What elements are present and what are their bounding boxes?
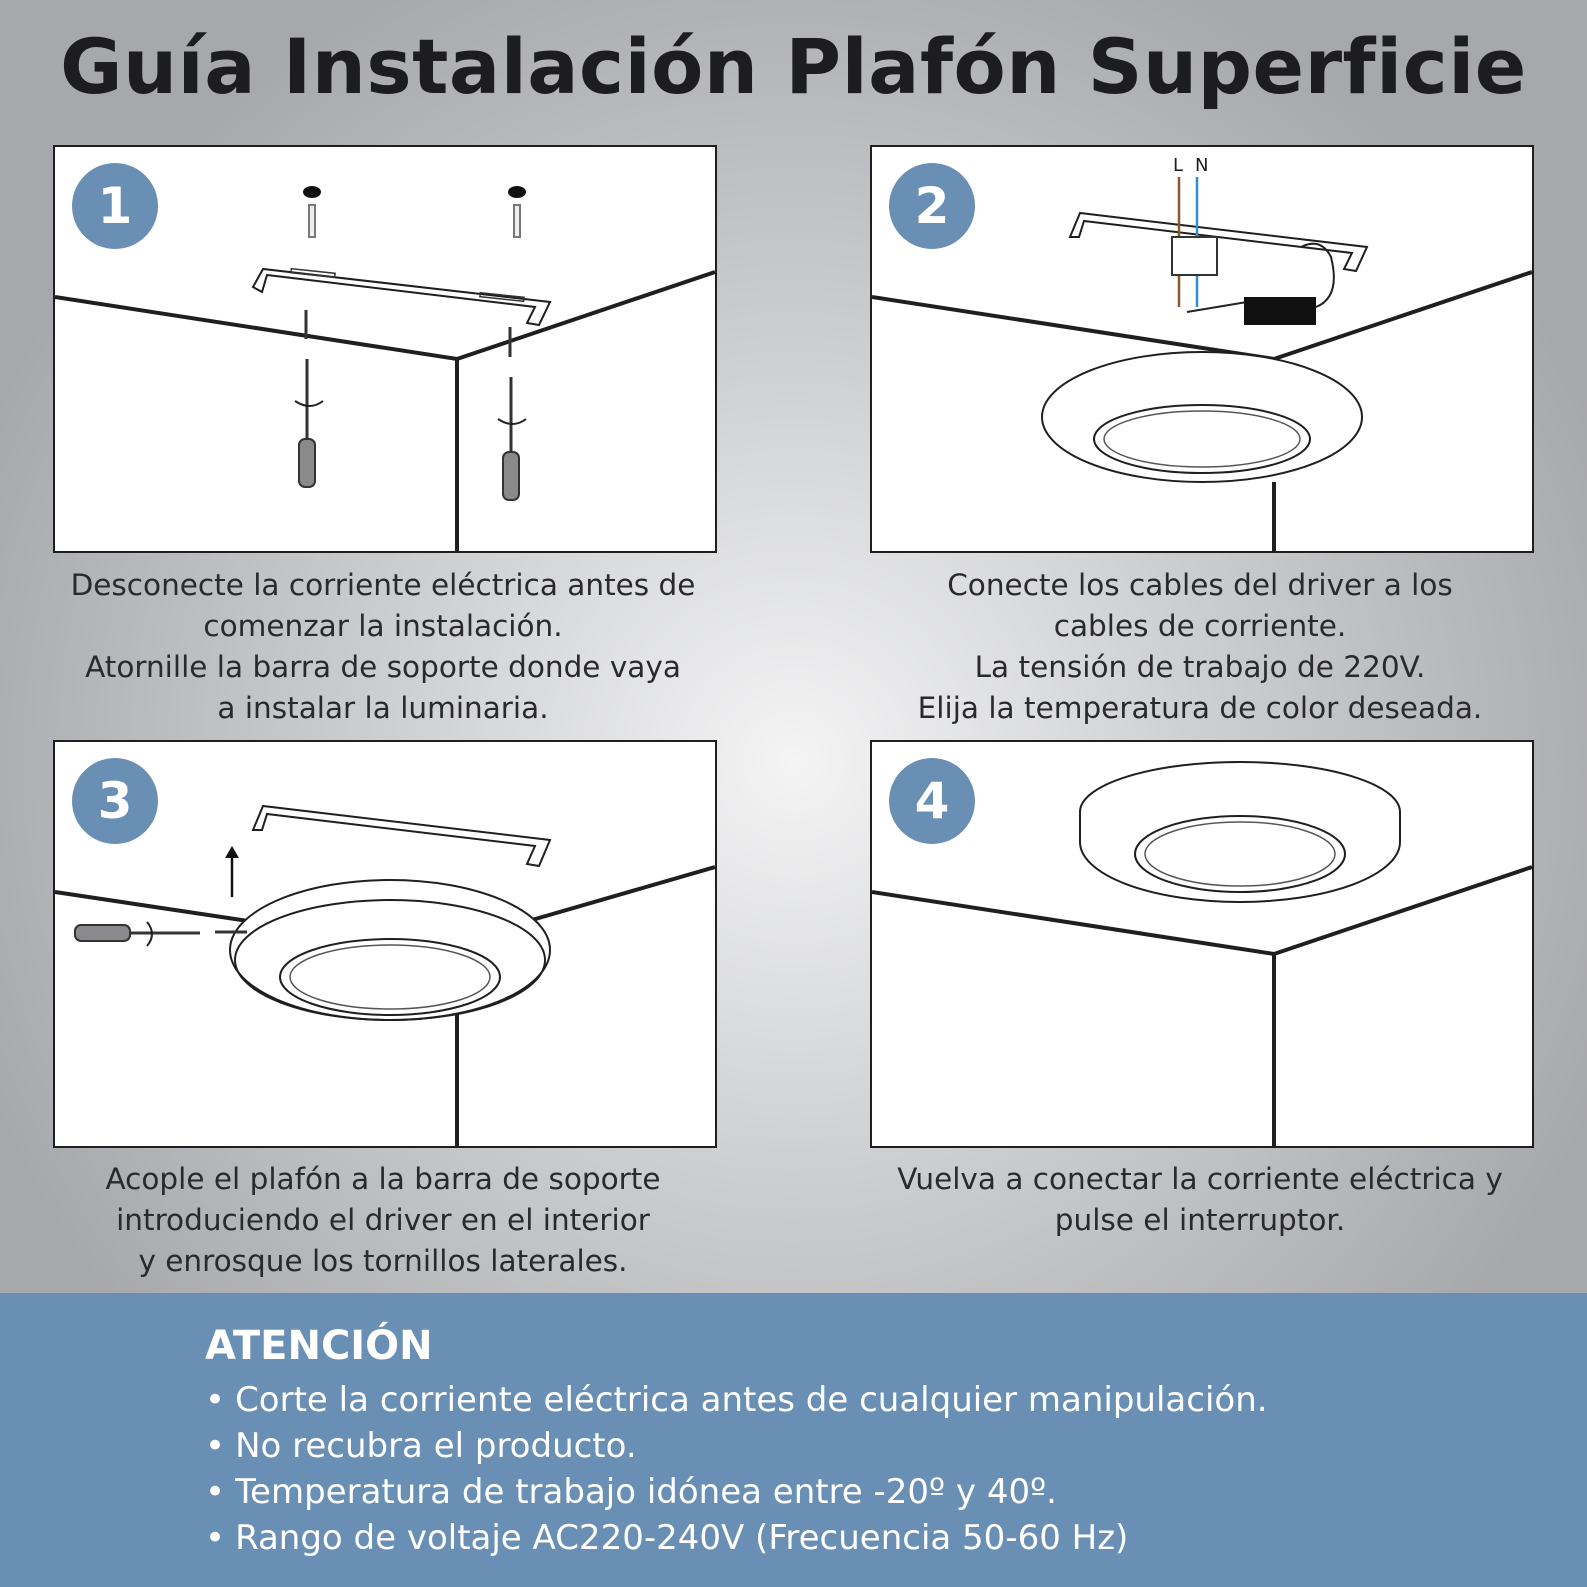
bullet-icon: •	[205, 1380, 226, 1420]
attention-panel	[0, 1293, 1587, 1587]
caption-line: y enrosque los tornillos laterales.	[138, 1244, 628, 1278]
caption-line: cables de corriente.	[1053, 609, 1347, 643]
caption-line: La tensión de trabajo de 220V.	[974, 650, 1426, 684]
attention-list	[205, 1377, 1268, 1561]
attention-title: ATENCIÓN	[205, 1323, 433, 1369]
caption-line: Elija la temperatura de color deseada.	[917, 691, 1483, 725]
step-1-badge: 1	[72, 163, 158, 249]
bullet-icon: •	[205, 1518, 226, 1558]
bullet-icon: •	[205, 1426, 226, 1466]
step-4-caption	[840, 1159, 1560, 1241]
wire-label-n: N	[1195, 155, 1209, 176]
wire-label-l: L	[1173, 155, 1184, 176]
caption-line: Desconecte la corriente eléctrica antes de	[70, 568, 696, 602]
caption-line: Vuelva a conectar la corriente eléctrica y	[897, 1162, 1503, 1196]
bullet-icon: •	[205, 1472, 226, 1512]
step-3-badge: 3	[72, 758, 158, 844]
attention-item: • Corte la corriente eléctrica antes de cualquier manipulación.	[205, 1380, 1268, 1420]
step-1-panel	[53, 145, 717, 553]
caption-line: Acople el plafón a la barra de soporte	[105, 1162, 661, 1196]
step-2-panel	[870, 145, 1534, 553]
page-title: Guía Instalación Plafón Superficie	[60, 22, 1527, 111]
step-3-panel	[53, 740, 717, 1148]
step-2-badge: 2	[889, 163, 975, 249]
attention-item: • No recubra el producto.	[205, 1426, 637, 1466]
caption-line: Conecte los cables del driver a los	[947, 568, 1453, 602]
attention-item: • Temperatura de trabajo idónea entre -20º y 40º.	[205, 1472, 1057, 1512]
step-1-caption	[23, 565, 743, 729]
caption-line: introduciendo el driver en el interior	[116, 1203, 650, 1237]
step-4-panel	[870, 740, 1534, 1148]
attention-item: • Rango de voltaje AC220-240V (Frecuencia 50-60 Hz)	[205, 1518, 1129, 1558]
caption-line: Atornille la barra de soporte donde vaya	[85, 650, 681, 684]
step-2-caption	[840, 565, 1560, 729]
caption-line: pulse el interruptor.	[1054, 1203, 1346, 1237]
caption-line: comenzar la instalación.	[203, 609, 563, 643]
step-3-caption	[23, 1159, 743, 1282]
step-4-badge: 4	[889, 758, 975, 844]
caption-line: a instalar la luminaria.	[217, 691, 549, 725]
